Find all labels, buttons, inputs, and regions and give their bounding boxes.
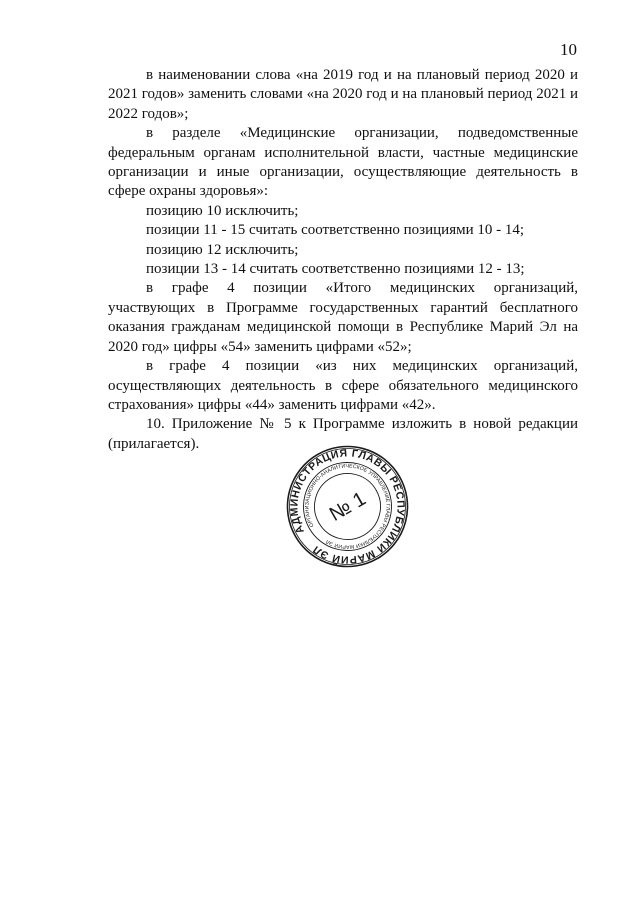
paragraph-5: позицию 12 исключить; bbox=[146, 241, 299, 258]
paragraph-8: в графе 4 позиции «из них медицинских организаций, осуществляющих деятельность в сфере обязательного медицинского страхования» цифры «44» заменить цифрами «42». bbox=[108, 358, 578, 413]
paragraph-4: позиции 11 - 15 считать соответственно позициями 10 - 14; bbox=[146, 222, 525, 239]
paragraph-7: в графе 4 позиции «Итого медицинских организаций, участвующих в Программе государственных гарантий бесплатного оказания гражданам медицинской помощи в Республике Марий Эл на 2020 год» цифры «54» заменить цифрами «52»; bbox=[108, 280, 578, 355]
paragraph-3: позицию 10 исключить; bbox=[146, 202, 299, 219]
paragraph-1: в наименовании слова «на 2019 год и на плановый период 2020 и 2021 годов» заменить словами «на 2020 год и на плановый период 2021 и 2022 годов»; bbox=[108, 67, 578, 122]
paragraph-6: позиции 13 - 14 считать соответственно позициями 12 - 13; bbox=[146, 261, 525, 278]
official-seal bbox=[285, 444, 410, 569]
paragraph-9: 10. Приложение № 5 к Программе изложить в новой редакции (прилагается). bbox=[108, 416, 578, 452]
seal-outer-text: АДМИНИСТРАЦИЯ ГЛАВЫ РЕСПУБЛИКИ МАРИЙ ЭЛ bbox=[288, 447, 407, 566]
seal-inner-text: ОРГАНИЗАЦИОННО-АНАЛИТИЧЕСКОЕ УПРАВЛЕНИЕ ГЛАВЫ РЕСПУБЛИКИ МАРИЙ ЭЛ bbox=[304, 463, 391, 550]
seal-center-text: № 1 bbox=[325, 487, 370, 526]
paragraph-2: в разделе «Медицинские организации, подведомственные федеральным органам исполнительной власти, частные медицинские организации и иные организации, осуществляющие деятельность в сфере охраны здоровья»: bbox=[108, 125, 578, 200]
page-number: 10 bbox=[560, 40, 577, 59]
document-body bbox=[108, 66, 578, 454]
